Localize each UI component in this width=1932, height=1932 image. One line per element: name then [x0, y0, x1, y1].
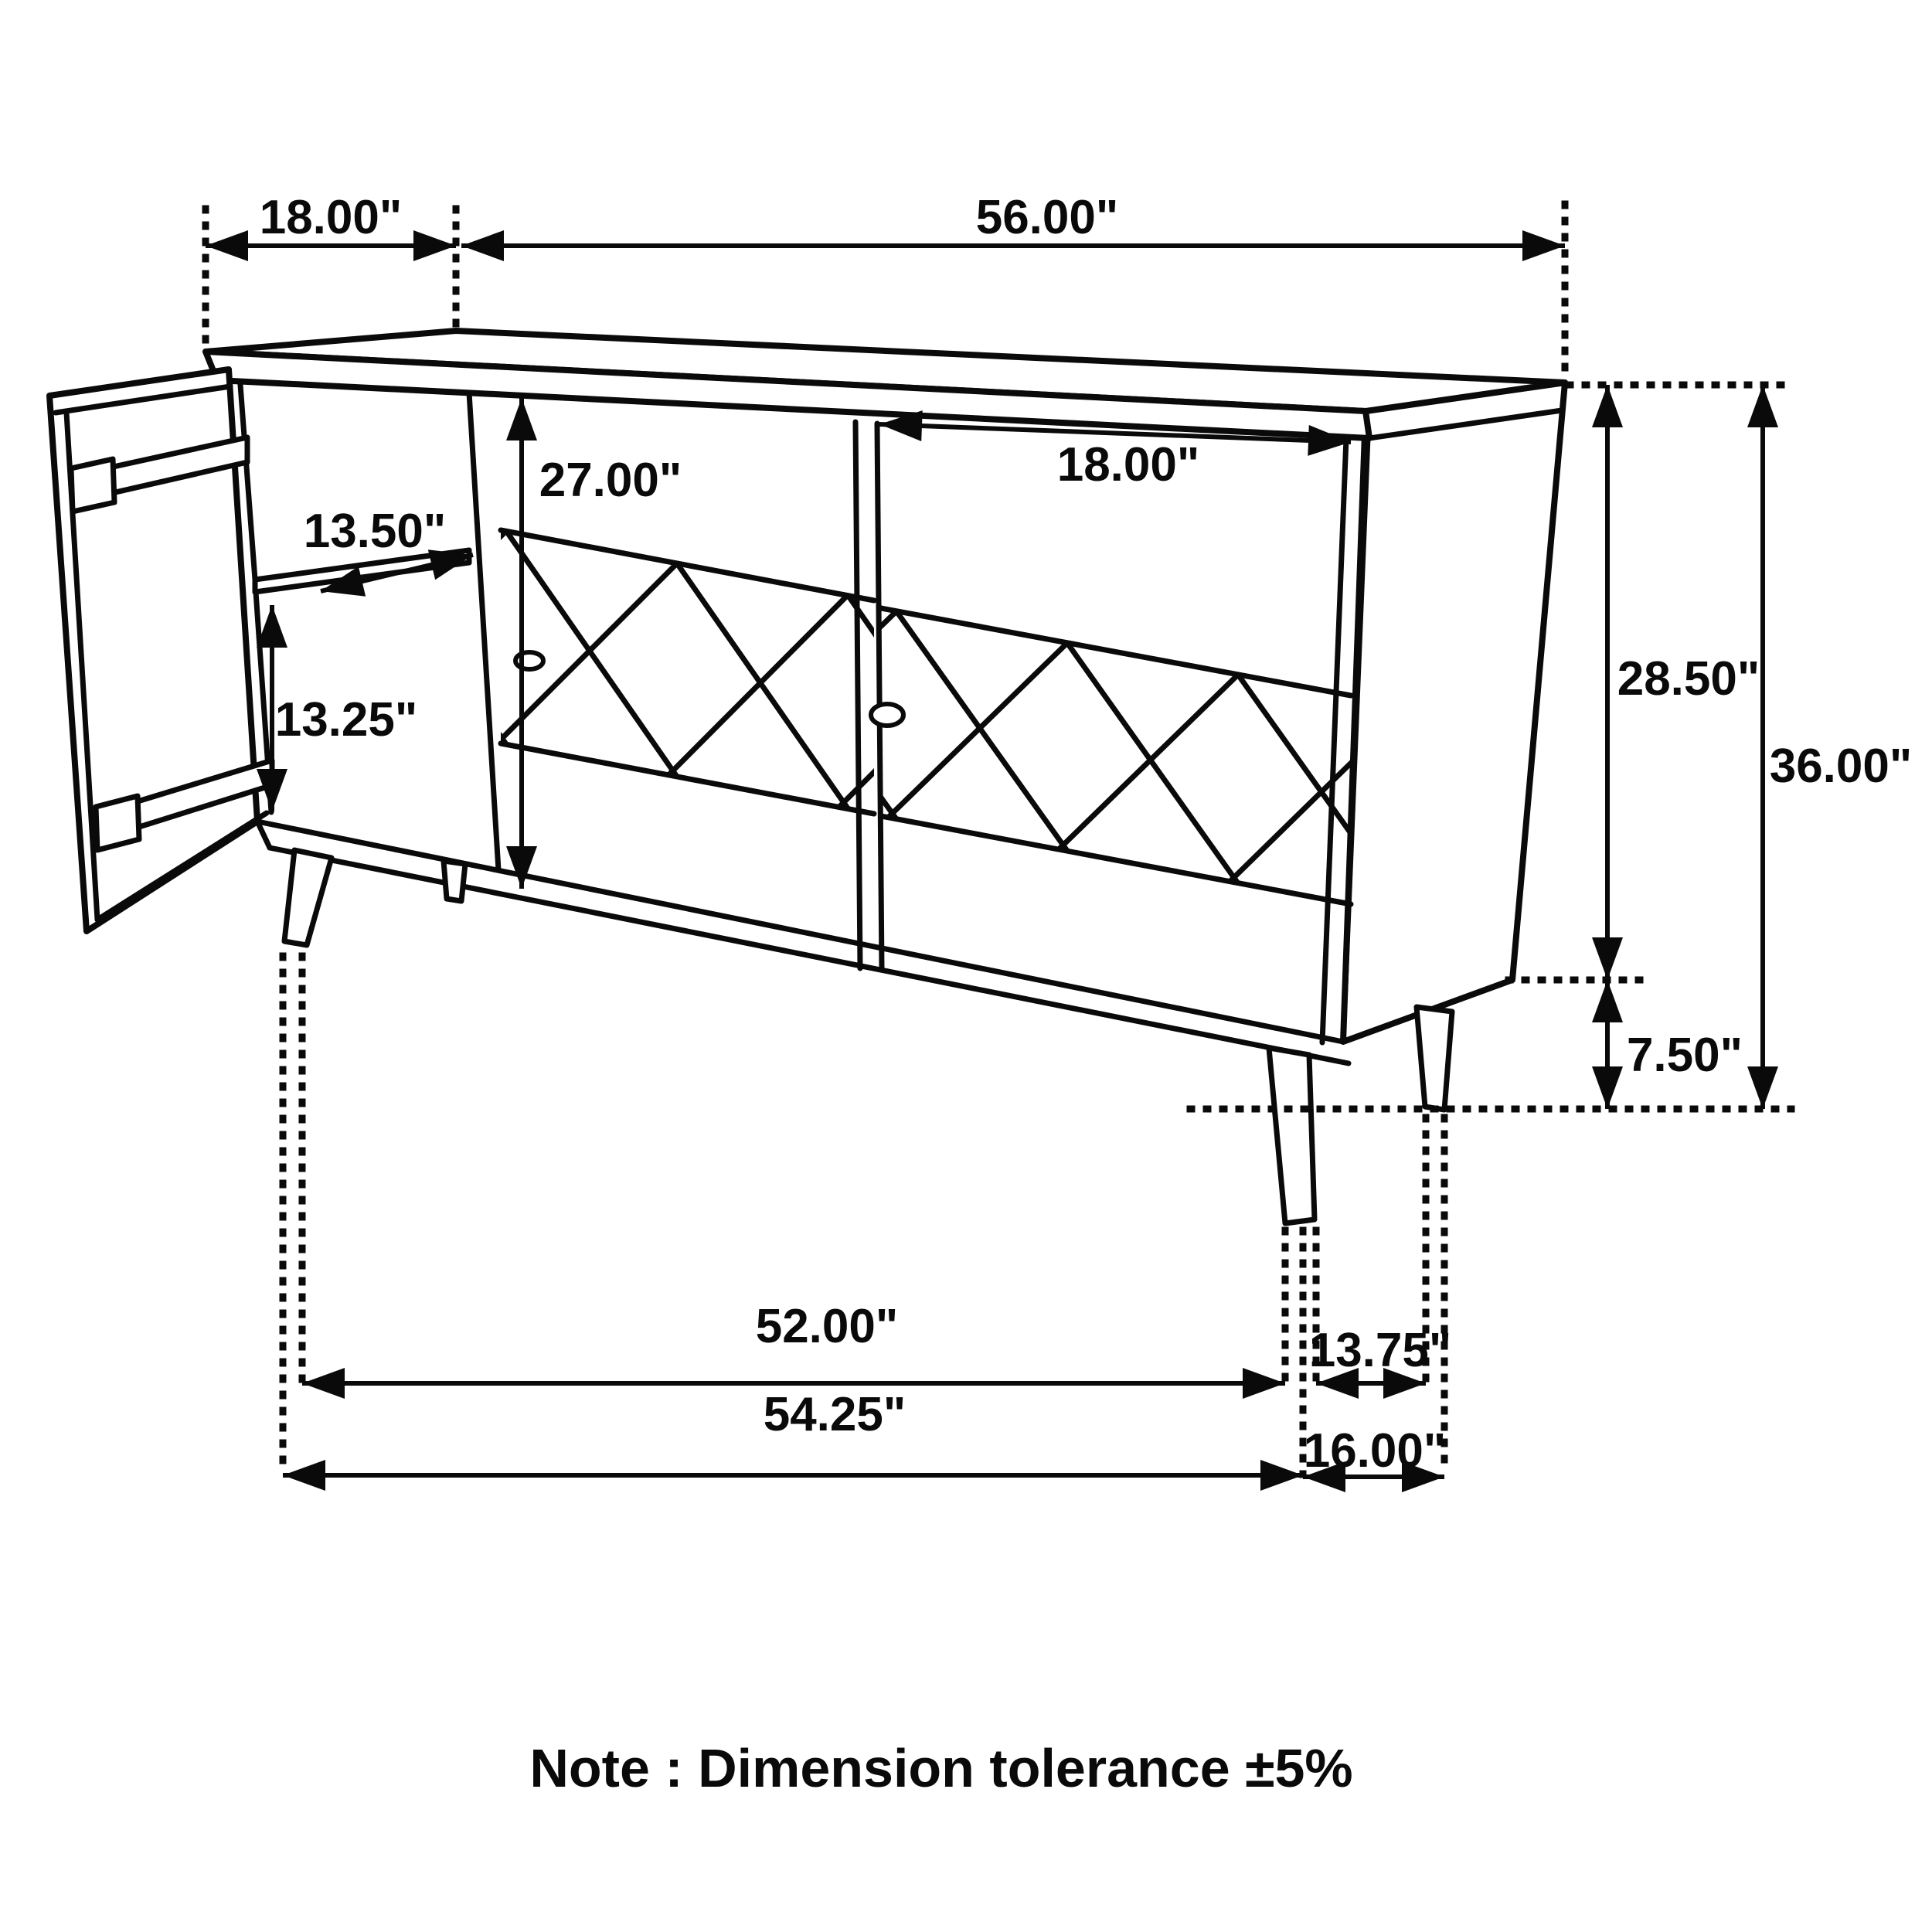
dim-interior-height-label: 27.00": [539, 454, 682, 507]
dim-leg-height-label: 7.50": [1626, 1029, 1743, 1082]
leg-back-left: [444, 861, 465, 901]
dim-case-height-label: 28.50": [1617, 652, 1760, 706]
dim-shelf-depth-label: 13.50": [303, 505, 447, 558]
sliding-door-right-left-edge: [877, 423, 882, 970]
cabinet-right-side-panel: [1343, 383, 1565, 1042]
dim-door-width-label: 18.00": [1056, 438, 1200, 492]
dim-top-width-label: 56.00": [975, 191, 1119, 244]
dim-overall-height-label: 36.00": [1769, 740, 1913, 793]
dim-shelf-opening-label: 13.25": [274, 693, 418, 747]
sliding-door-right-right-edge: [1322, 438, 1346, 1043]
leg-front-left: [284, 850, 332, 945]
dim-leg-span-side-inner-label: 13.75": [1308, 1324, 1452, 1377]
leg-back-right: [1417, 1007, 1452, 1110]
open-door-handle-lower-cap: [96, 796, 139, 850]
cabinet-bottom-rail-top-edge: [257, 821, 1343, 1042]
lattice-right-door-pattern: [717, 580, 1409, 915]
tolerance-note: Note : Dimension tolerance ±5%: [529, 1738, 1353, 1798]
open-door-handle-upper-cap: [71, 459, 114, 512]
right-door-pull-icon: [871, 704, 903, 726]
cabinet-partition-edge: [469, 393, 498, 870]
cabinet-bottom-rail-bottom-edge: [270, 848, 1349, 1063]
dim-leg-span-side-outer-label: 16.00": [1303, 1424, 1447, 1478]
lattice-left-top-border: [501, 530, 874, 600]
lattice-right-top-border: [881, 608, 1351, 696]
dim-leg-span-front-inner-label: 52.00": [755, 1300, 899, 1353]
dim-top-depth-label: 18.00": [259, 191, 403, 244]
sliding-door-left-right-edge: [855, 422, 860, 968]
dim-leg-span-front-outer-label: 54.25": [763, 1388, 906, 1441]
leg-front-right: [1269, 1048, 1315, 1223]
